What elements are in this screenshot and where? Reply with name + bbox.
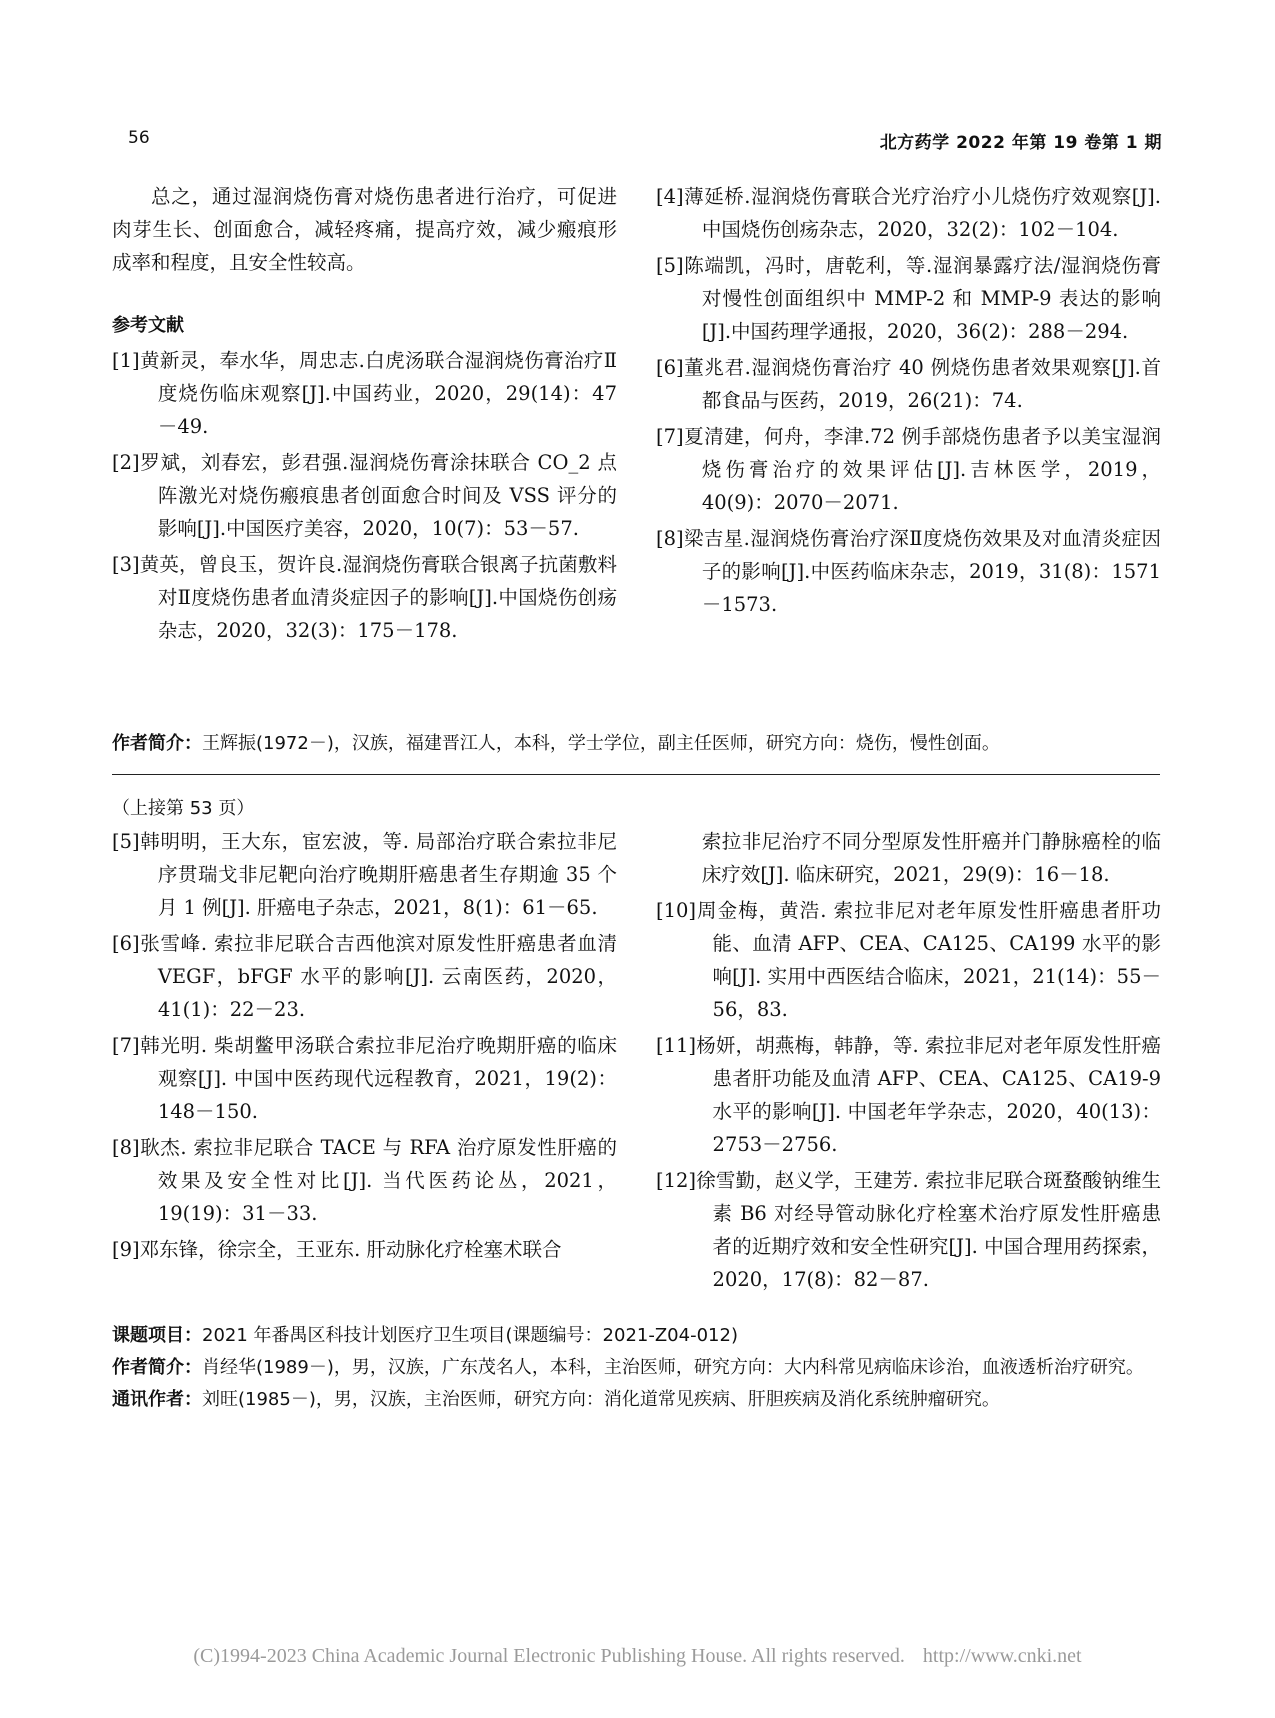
- reference-item: [2]罗斌，刘春宏，彭君强.湿润烧伤膏涂抹联合 CO_2 点阵激光对烧伤瘢痕患者创面愈合时间及 VSS 评分的影响[J].中国医疗美容，2020，10(7)：53－57.: [112, 451, 617, 540]
- author-note-text: 王辉振(1972－)，汉族，福建晋江人，本科，学士学位，副主任医师，研究方向：烧伤，慢性创面。: [202, 733, 1000, 754]
- author-text: 肖经华(1989－)，男，汉族，广东茂名人，本科，主治医师，研究方向：大内科常见病临床诊治，血液透析治疗研究。: [202, 1357, 1144, 1378]
- reference-item: [12]徐雪勤，赵义学，王建芳. 索拉非尼联合斑蝥酸钠维生素 B6 对经导管动脉化疗栓塞术治疗原发性肝癌患者的近期疗效和安全性研究[J]. 中国合理用药探索，2020，17(8)：82－87.: [656, 1169, 1161, 1291]
- journal-issue-header: 北方药学 2022 年第 19 卷第 1 期: [879, 133, 1162, 153]
- reference-item: [7]夏清建，何舟，李津.72 例手部烧伤患者予以美宝湿润烧伤膏治疗的效果评估[J].吉林医学，2019，40(9)：2070－2071.: [656, 425, 1161, 514]
- corresponding-text: 刘旺(1985－)，男，汉族，主治医师，研究方向：消化道常见疾病、肝胆疾病及消化系统肿瘤研究。: [202, 1389, 1000, 1410]
- top-author-note: [112, 728, 1162, 760]
- reference-item: [5]韩明明，王大东，宦宏波，等. 局部治疗联合索拉非尼序贯瑞戈非尼靶向治疗晚期肝癌患者生存期逾 35 个月 1 例[J]. 肝癌电子杂志，2021，8(1)：61－65.: [112, 830, 617, 919]
- reference-item: [10]周金梅，黄浩. 索拉非尼对老年原发性肝癌患者肝功能、血清 AFP、CEA、CA125、CA199 水平的影响[J]. 实用中西医结合临床，2021，21(14)：55－56，83.: [656, 899, 1161, 1021]
- bottom-left-column: [112, 792, 617, 1269]
- copyright-footer: [0, 1645, 1275, 1668]
- reference-item: [6]董兆君.湿润烧伤膏治疗 40 例烧伤患者效果观察[J].首都食品与医药，2019，26(21)：74.: [656, 356, 1161, 412]
- section-divider: [112, 774, 1160, 775]
- reference-item: [9]邓东锋，徐宗全，王亚东. 肝动脉化疗栓塞术联合: [112, 1238, 562, 1261]
- author-note-label: 作者简介：: [112, 733, 202, 754]
- author-note: [112, 1352, 1162, 1384]
- reference-item: [11]杨妍，胡燕梅，韩静，等. 索拉非尼对老年原发性肝癌患者肝功能及血清 AFP、CEA、CA125、CA19-9 水平的影响[J]. 中国老年学杂志，2020，40(13)：2753－2756.: [656, 1034, 1161, 1156]
- bottom-notes: [112, 1320, 1162, 1416]
- reference-item: [1]黄新灵，奉水华，周忠志.白虎汤联合湿润烧伤膏治疗Ⅱ度烧伤临床观察[J].中国药业，2020，29(14)：47－49.: [112, 349, 617, 438]
- page-number: 56: [128, 128, 150, 148]
- corresponding-label: 通讯作者：: [112, 1389, 202, 1410]
- reference-item: [8]耿杰. 索拉非尼联合 TACE 与 RFA 治疗原发性肝癌的效果及安全性对比[J]. 当代医药论丛，2021，19(19)：31－33.: [112, 1136, 617, 1225]
- corresponding-author-note: [112, 1384, 1162, 1416]
- project-note: [112, 1320, 1162, 1352]
- references-heading: 参考文献: [112, 315, 184, 336]
- project-label: 课题项目：: [112, 1325, 202, 1346]
- reference-item: [8]梁吉星.湿润烧伤膏治疗深Ⅱ度烧伤效果及对血清炎症因子的影响[J].中医药临床杂志，2019，31(8)：1571－1573.: [656, 527, 1161, 616]
- reference-item: [6]张雪峰. 索拉非尼联合吉西他滨对原发性肝癌患者血清 VEGF，bFGF 水平的影响[J]. 云南医药，2020，41(1)：22－23.: [112, 932, 617, 1021]
- project-text: 2021 年番禺区科技计划医疗卫生项目(课题编号：2021-Z04-012): [202, 1325, 738, 1346]
- top-left-column: [112, 180, 617, 650]
- bottom-right-column: [656, 825, 1161, 1299]
- top-right-column: [656, 180, 1161, 624]
- reference-item: [5]陈端凯，冯时，唐乾利，等.湿润暴露疗法/湿润烧伤膏对慢性创面组织中 MMP-2 和 MMP-9 表达的影响[J].中国药理学通报，2020，36(2)：288－294.: [656, 254, 1161, 343]
- continued-from-note: （上接第 53 页）: [112, 798, 255, 819]
- reference-item: [7]韩光明. 柴胡鳖甲汤联合索拉非尼治疗晚期肝癌的临床观察[J]. 中国中医药现代远程教育，2021，19(2)：148－150.: [112, 1034, 617, 1123]
- author-label: 作者简介：: [112, 1357, 202, 1378]
- reference-item: [4]薄延桥.湿润烧伤膏联合光疗治疗小儿烧伤疗效观察[J].中国烧伤创疡杂志，2020，32(2)：102－104.: [656, 185, 1161, 241]
- reference-continuation: 索拉非尼治疗不同分型原发性肝癌并门静脉癌栓的临床疗效[J]. 临床研究，2021，29(9)：16－18.: [701, 830, 1161, 886]
- reference-item: [3]黄英，曾良玉，贺许良.湿润烧伤膏联合银离子抗菌敷料对Ⅱ度烧伤患者血清炎症因子的影响[J].中国烧伤创疡杂志，2020，32(3)：175－178.: [112, 553, 617, 642]
- copyright-text: (C)1994-2023 China Academic Journal Electronic Publishing House. All rights reserved.: [193, 1645, 905, 1667]
- cnki-url: http://www.cnki.net: [922, 1645, 1082, 1667]
- conclusion-paragraph: 总之，通过湿润烧伤膏对烧伤患者进行治疗，可促进肉芽生长、创面愈合，减轻疼痛，提高疗效，减少瘢痕形成率和程度，且安全性较高。: [112, 185, 617, 274]
